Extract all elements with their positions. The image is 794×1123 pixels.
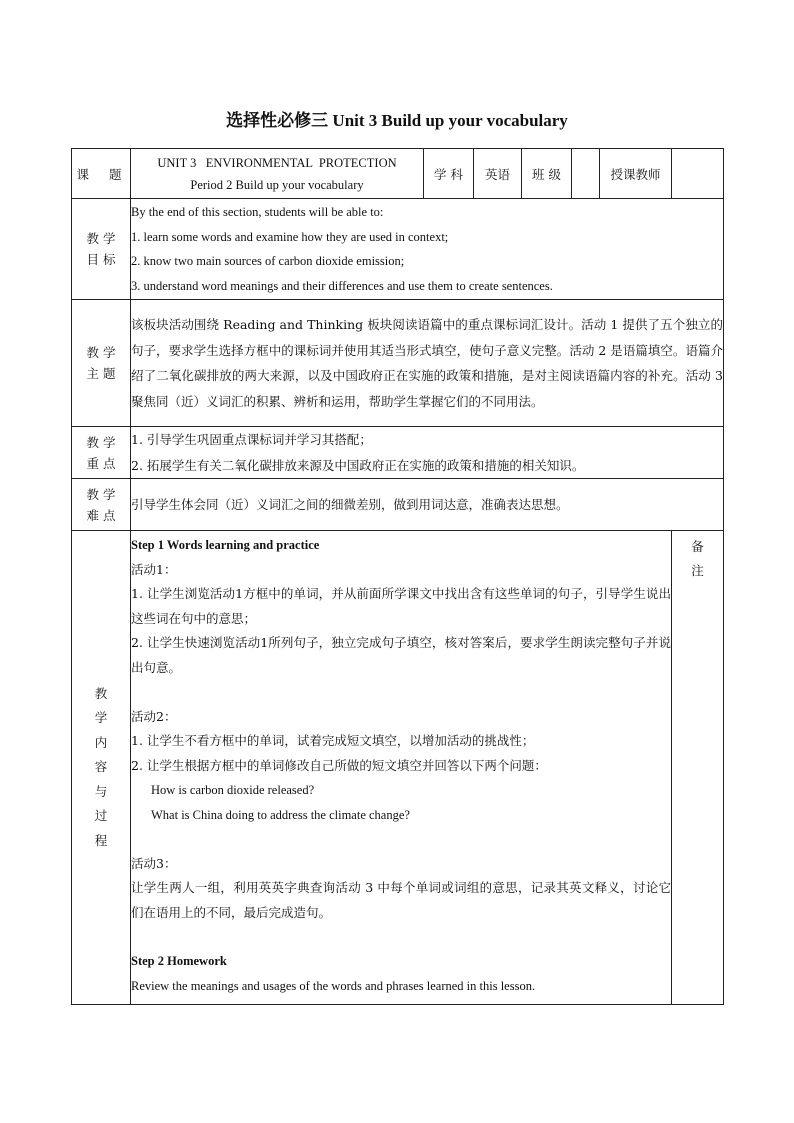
key-point-line: 1. 引导学生巩固重点课标词并学习其搭配； [131, 432, 372, 447]
activity2-item: 1. 让学生不看方框中的单词，试着完成短文填空，以增加活动的挑战性； [131, 733, 535, 749]
process-content [131, 531, 672, 1005]
activity1-item: 1. 让学生浏览活动1方框中的单词，并从前面所学课文中找出含有这些单词的句子，引导学生说出这些词在句中的意思； [131, 586, 671, 626]
objectives-content [131, 199, 724, 300]
activity3-text: 让学生两人一组，利用英英字典查询活动 3 中每个单词或词组的意思，记录其英文释义，讨论它们在语用上的不同，最后完成造句。 [131, 880, 671, 920]
theme-label: 教 学 主 题 [72, 300, 131, 427]
step2-title: Step 2 Homework [131, 954, 227, 969]
objectives-label: 教 学 目 标 [72, 199, 131, 300]
key-points-content [131, 427, 724, 479]
key-point-line: 2. 拓展学生有关二氧化碳排放来源及中国政府正在实施的政策和措施的相关知识。 [131, 457, 585, 473]
lesson-plan-table [71, 148, 724, 1005]
difficulty-row [72, 479, 724, 531]
teacher-value [672, 149, 724, 199]
class-label: 班 级 [522, 149, 572, 199]
document-title: 选择性必修三 Unit 3 Build up your vocabulary [226, 111, 568, 130]
topic-label: 课 题 [72, 149, 131, 199]
topic-value [131, 149, 424, 199]
objectives-row [72, 199, 724, 300]
step1-title: Step 1 Words learning and practice [131, 538, 320, 552]
difficulty-label: 教 学 难 点 [72, 479, 131, 531]
objectives-line: 2. know two main sources of carbon dioxide emission; [131, 254, 405, 268]
key-points-row [72, 427, 724, 479]
spacer [131, 681, 671, 705]
spacer [131, 925, 671, 949]
spacer [131, 828, 671, 852]
notes-column: 备 注 [672, 531, 724, 1005]
process-row [72, 531, 724, 1005]
step2-text: Review the meanings and usages of the words and phrases learned in this lesson. [131, 978, 536, 993]
activity2-item: 2. 让学生根据方框中的单词修改自己所做的短文填空并回答以下两个问题： [131, 757, 547, 773]
objectives-line: 1. learn some words and examine how they are used in context; [131, 229, 449, 244]
activity2-title: 活动2： [131, 708, 177, 724]
header-row [72, 149, 724, 199]
teacher-label: 授课教师 [600, 149, 672, 199]
activity3-title: 活动3： [131, 855, 177, 871]
difficulty-content: 引导学生体会同（近）义词汇之间的细微差别，做到用词达意，准确表达思想。 [131, 479, 724, 531]
key-points-label: 教 学 重 点 [72, 427, 131, 479]
activity1-item: 2. 让学生快速浏览活动1所列句子，独立完成句子填空，核对答案后，要求学生朗读完整句子并说出句意。 [131, 635, 671, 675]
topic-line-2: Period 2 Build up your vocabulary [190, 177, 364, 192]
activity2-question: How is carbon dioxide released? [151, 783, 315, 798]
process-label: 教 学 内 容 与 过 程 [72, 531, 131, 1005]
subject-label: 学 科 [424, 149, 474, 199]
activity1-title: 活动1： [131, 561, 177, 577]
theme-content: 该板块活动围绕 Reading and Thinking 板块阅读语篇中的重点课标词汇设计。活动 1 提供了五个独立的句子，要求学生选择方框中的课标词并使用其适当形式填空，使句子意义完整。活动 2 是语篇填空。语篇介绍了二氧化碳排放的两大来源，以及中国政府正在实施的政策和措施，是对主阅读语篇内容的补充。活动 3 聚焦同（近）义词汇的积累、辨析和运用，帮助学生掌握它们的不同用法。 [131, 300, 724, 427]
subject-value: 英语 [474, 149, 522, 199]
topic-line-1: UNIT 3 ENVIRONMENTAL PROTECTION [157, 155, 397, 170]
class-value [572, 149, 600, 199]
theme-row [72, 300, 724, 427]
objectives-line: By the end of this section, students will be able to: [131, 205, 384, 219]
objectives-line: 3. understand word meanings and their differences and use them to create sentences. [131, 278, 553, 293]
activity2-question: What is China doing to address the climate change? [151, 807, 410, 822]
